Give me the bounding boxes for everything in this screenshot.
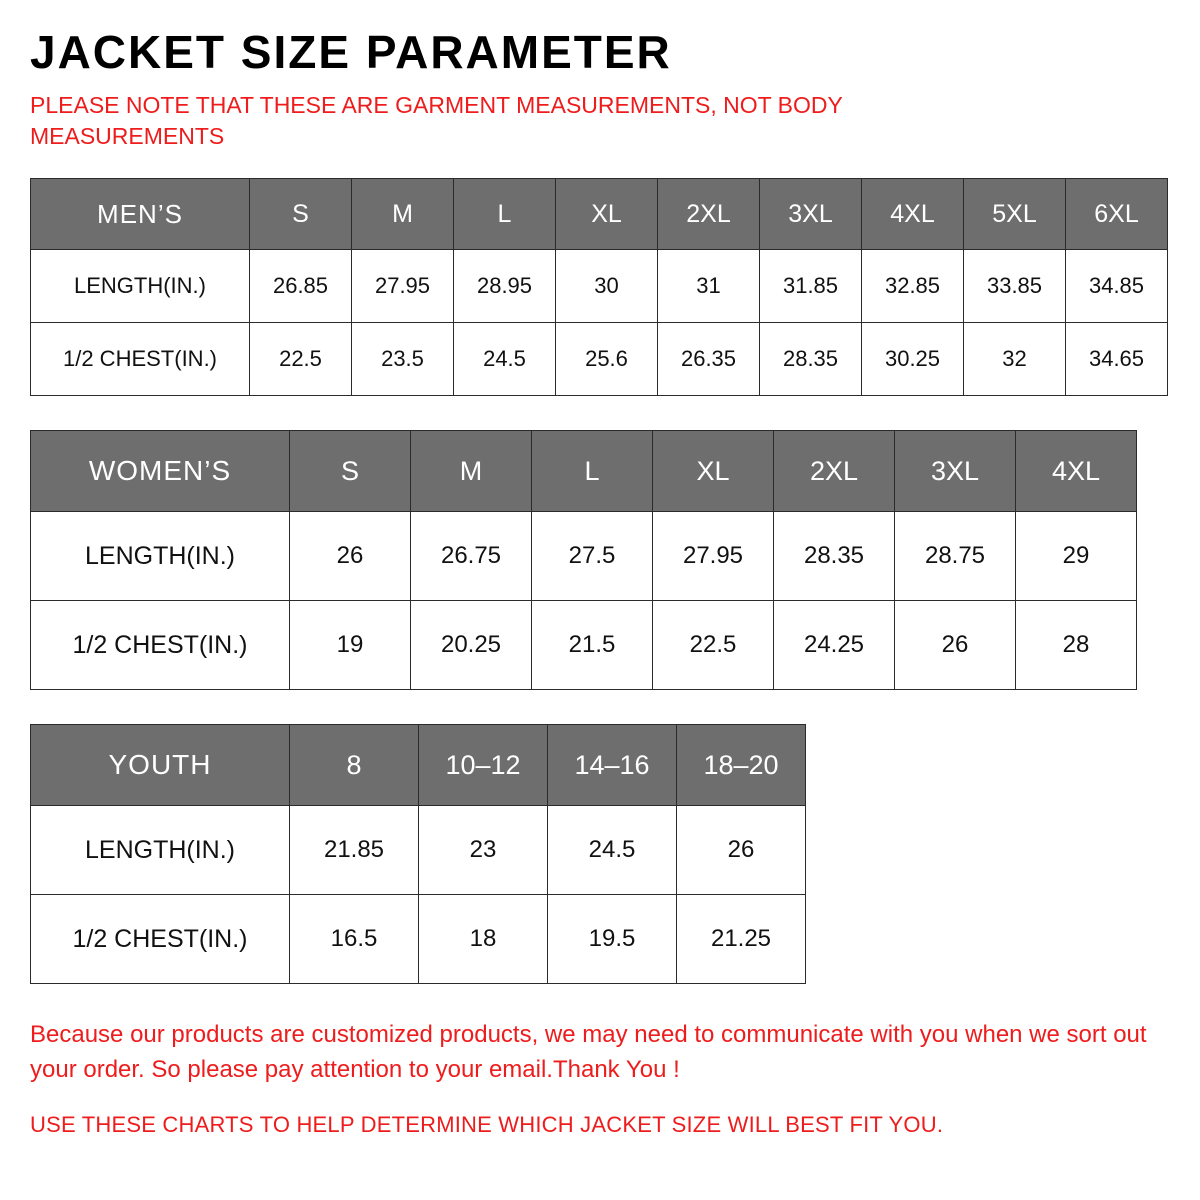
womens-row-length-label: LENGTH(IN.): [31, 512, 290, 601]
youth-size-table: [30, 724, 806, 984]
mens-col-l: L: [454, 179, 556, 250]
mens-chest-m: 23.5: [352, 323, 454, 396]
womens-col-l: L: [532, 431, 653, 512]
mens-col-4xl: 4XL: [862, 179, 964, 250]
mens-chest-xl: 25.6: [556, 323, 658, 396]
womens-chest-2xl: 24.25: [774, 601, 895, 690]
mens-length-2xl: 31: [658, 250, 760, 323]
youth-length-18-20: 26: [677, 806, 806, 895]
womens-col-s: S: [290, 431, 411, 512]
mens-chest-5xl: 32: [964, 323, 1066, 396]
page-title: JACKET SIZE PARAMETER: [30, 26, 672, 78]
womens-chest-4xl: 28: [1016, 601, 1137, 690]
mens-col-xl: XL: [556, 179, 658, 250]
youth-chest-18-20: 21.25: [677, 895, 806, 984]
womens-length-xl: 27.95: [653, 512, 774, 601]
table-header-row: [31, 431, 1137, 512]
mens-table-title: MEN’S: [31, 179, 250, 250]
youth-chest-8: 16.5: [290, 895, 419, 984]
womens-length-m: 26.75: [411, 512, 532, 601]
mens-size-table: [30, 178, 1168, 396]
youth-chest-10-12: 18: [419, 895, 548, 984]
mens-chest-3xl: 28.35: [760, 323, 862, 396]
womens-length-3xl: 28.75: [895, 512, 1016, 601]
mens-chest-2xl: 26.35: [658, 323, 760, 396]
mens-length-s: 26.85: [250, 250, 352, 323]
womens-col-3xl: 3XL: [895, 431, 1016, 512]
womens-chest-m: 20.25: [411, 601, 532, 690]
mens-length-m: 27.95: [352, 250, 454, 323]
table-row: [31, 512, 1137, 601]
youth-row-length-label: LENGTH(IN.): [31, 806, 290, 895]
customization-note: Because our products are customized products, we may need to communicate with you when we sort out your order. So please pay attention to your email.Thank You !: [30, 1021, 1147, 1084]
mens-chest-4xl: 30.25: [862, 323, 964, 396]
womens-chest-s: 19: [290, 601, 411, 690]
mens-col-s: S: [250, 179, 352, 250]
womens-size-table: [30, 430, 1137, 690]
mens-length-6xl: 34.85: [1066, 250, 1168, 323]
youth-col-10-12: 10–12: [419, 725, 548, 806]
mens-col-5xl: 5XL: [964, 179, 1066, 250]
mens-row-length-label: LENGTH(IN.): [31, 250, 250, 323]
mens-length-4xl: 32.85: [862, 250, 964, 323]
youth-length-8: 21.85: [290, 806, 419, 895]
womens-col-m: M: [411, 431, 532, 512]
womens-length-s: 26: [290, 512, 411, 601]
mens-length-xl: 30: [556, 250, 658, 323]
garment-measurement-note: PLEASE NOTE THAT THESE ARE GARMENT MEASUREMENTS, NOT BODY MEASUREMENTS: [30, 92, 843, 150]
table-header-row: [31, 725, 806, 806]
table-row: [31, 895, 806, 984]
youth-col-14-16: 14–16: [548, 725, 677, 806]
womens-length-4xl: 29: [1016, 512, 1137, 601]
table-header-row: [31, 179, 1168, 250]
table-row: [31, 250, 1168, 323]
womens-row-chest-label: 1/2 CHEST(IN.): [31, 601, 290, 690]
mens-length-l: 28.95: [454, 250, 556, 323]
youth-chest-14-16: 19.5: [548, 895, 677, 984]
table-row: [31, 601, 1137, 690]
table-row: [31, 806, 806, 895]
womens-col-2xl: 2XL: [774, 431, 895, 512]
mens-col-3xl: 3XL: [760, 179, 862, 250]
youth-length-10-12: 23: [419, 806, 548, 895]
womens-chest-3xl: 26: [895, 601, 1016, 690]
youth-table-title: YOUTH: [31, 725, 290, 806]
chart-usage-note: USE THESE CHARTS TO HELP DETERMINE WHICH JACKET SIZE WILL BEST FIT YOU.: [30, 1111, 944, 1137]
womens-table-title: WOMEN’S: [31, 431, 290, 512]
womens-col-4xl: 4XL: [1016, 431, 1137, 512]
mens-chest-l: 24.5: [454, 323, 556, 396]
mens-col-6xl: 6XL: [1066, 179, 1168, 250]
mens-col-2xl: 2XL: [658, 179, 760, 250]
mens-length-5xl: 33.85: [964, 250, 1066, 323]
womens-length-l: 27.5: [532, 512, 653, 601]
mens-row-chest-label: 1/2 CHEST(IN.): [31, 323, 250, 396]
mens-col-m: M: [352, 179, 454, 250]
womens-chest-l: 21.5: [532, 601, 653, 690]
table-row: [31, 323, 1168, 396]
womens-col-xl: XL: [653, 431, 774, 512]
mens-length-3xl: 31.85: [760, 250, 862, 323]
youth-col-18-20: 18–20: [677, 725, 806, 806]
womens-length-2xl: 28.35: [774, 512, 895, 601]
youth-row-chest-label: 1/2 CHEST(IN.): [31, 895, 290, 984]
youth-length-14-16: 24.5: [548, 806, 677, 895]
mens-chest-s: 22.5: [250, 323, 352, 396]
womens-chest-xl: 22.5: [653, 601, 774, 690]
youth-col-8: 8: [290, 725, 419, 806]
mens-chest-6xl: 34.65: [1066, 323, 1168, 396]
